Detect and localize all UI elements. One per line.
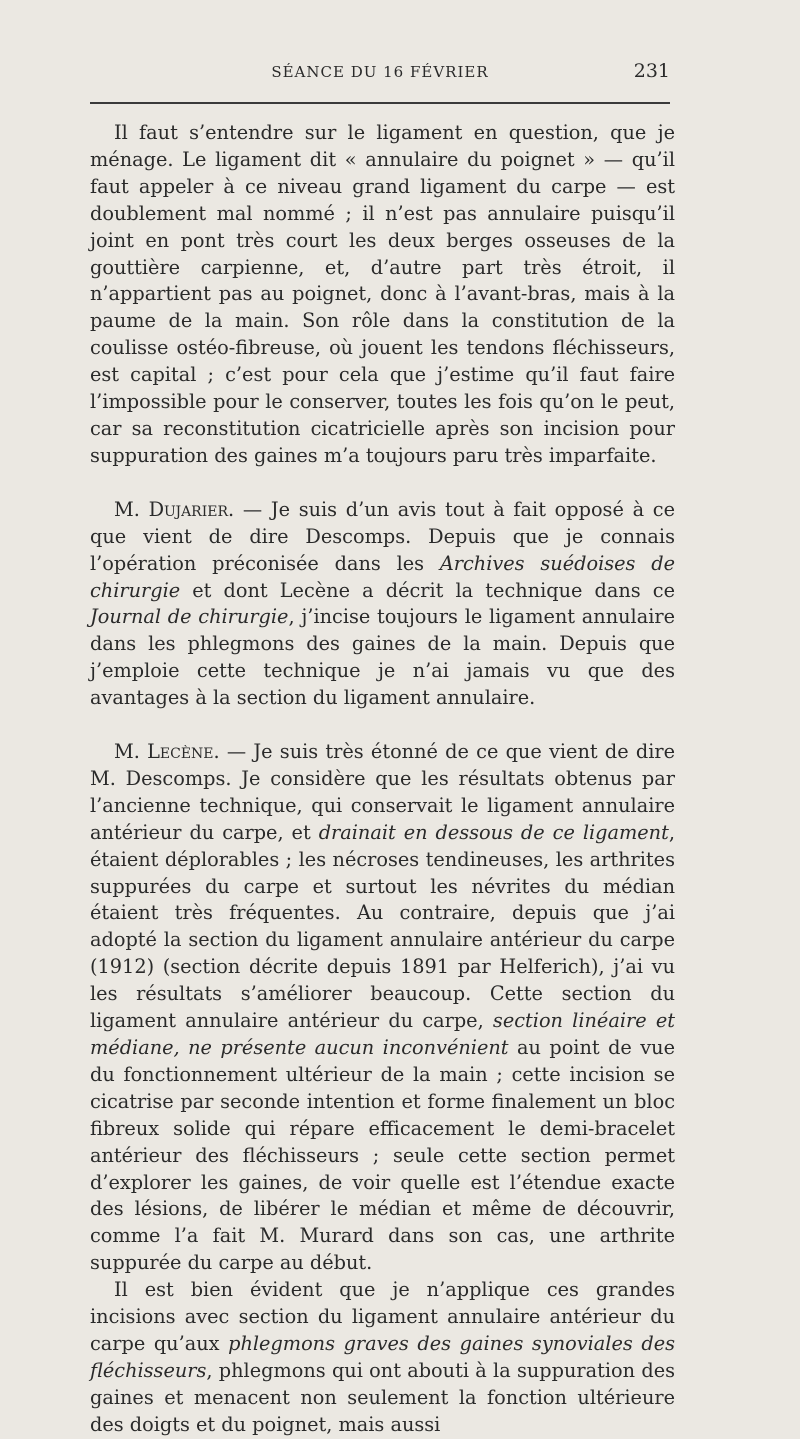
header-rule xyxy=(90,102,670,104)
journal-title: Journal de chirurgie xyxy=(90,605,289,629)
journal-title: Archives suédoises de chirurgie xyxy=(90,551,675,602)
paragraph-text: , j’incise toujours le ligament annulaire dans les phlegmons des gaines de la main. Depuis que j’emploie cette technique je n’ai jamais vu que des avantages à la section du ligament annulaire. xyxy=(90,605,676,710)
paragraph-text: et dont Lecène a décrit la technique dans ce xyxy=(180,578,675,602)
speaker-name: M. Lecène. xyxy=(114,740,220,764)
running-title: SÉANCE DU 16 FÉVRIER xyxy=(271,63,489,81)
page-header xyxy=(90,60,670,86)
paragraph-ligament-discussion: Il faut s’entendre sur le ligament en question, que je ménage. Le ligament dit « annulaire du poignet » — qu’il faut appeler à ce niveau grand ligament du carpe — est doublement mal nommé ; il n’est pas annulaire puisqu’il joint en pont très court les deux berges osseuses de la gouttière carpienne, et, d’autre part très étroit, il n’appartient pas au poignet, donc à l’avant-bras, mais à la paume de la main. Son rôle dans la constitution de la coulisse ostéo-fibreuse, où jouent les tendons fléchisseurs, est capital ; c’est pour cela que j’estime qu’il faut faire l’impossible pour le conserver, toutes les fois qu’on le peut, car sa reconstitution cicatricielle après son incision pour suppuration des gaines m’a toujours paru très imparfaite. xyxy=(90,121,675,467)
page-number: 231 xyxy=(633,60,670,82)
emphasis-text: phlegmons graves des gaines synoviales des fléchisseurs xyxy=(90,1331,675,1382)
emphasis-text: drainait en dessous de ce ligament xyxy=(318,820,669,844)
body-text xyxy=(90,120,675,1439)
paragraph-text: au point de vue du fonctionnement ultérieur de la main ; cette incision se cicatrise par seconde intention et forme finalement un bloc fibreux solide qui répare efficacement le demi-bracelet antérieur des fléchisseurs ; seule cette section permet d’explorer les gaines, de voir quelle est l’étendue exacte des lésions, de libérer le médian et même de découvrir, comme l’a fait M. Murard dans son cas, une arthrite suppurée du carpe au début. xyxy=(90,1036,675,1275)
paragraph-continuation xyxy=(90,1277,675,1438)
paragraph-lecene xyxy=(90,739,675,1277)
paragraph-text: , phlegmons qui ont abouti à la suppuration des gaines et menacent non seulement la fonction ultérieure des doigts et du poignet, mais aussi xyxy=(90,1358,675,1436)
paragraph-text: — Je suis très étonné de ce que vient de dire M. Descomps. Je considère que les résultats obtenus par l’ancienne technique, qui conservait le ligament annulaire antérieur du carpe, et xyxy=(90,740,675,844)
paragraph-text: Il est bien évident que je n’applique ces grandes incisions avec section du ligament annulaire antérieur du carpe qu’aux xyxy=(90,1278,675,1355)
speaker-name: M. Dujarier. xyxy=(114,497,235,521)
paragraph-text: — Je suis d’un avis tout à fait opposé à ce que vient de dire Descomps. Depuis que je connais l’opération préconisée dans les xyxy=(90,497,675,575)
paragraph-text: , étaient déplorables ; les nécroses tendineuses, les arthrites suppurées du carpe et surtout les névrites du médian étaient très fréquentes. Au contraire, depuis que j’ai adopté la section du ligament annulaire antérieur du carpe (1912) (section décrite depuis 1891 par Helferich), j’ai vu les résultats s’améliorer beaucoup. Cette section du ligament annulaire antérieur du carpe, xyxy=(90,820,675,1033)
emphasis-text: section linéaire et médiane, ne présente aucun inconvénient xyxy=(90,1009,675,1059)
paragraph-dujarier xyxy=(90,497,675,712)
